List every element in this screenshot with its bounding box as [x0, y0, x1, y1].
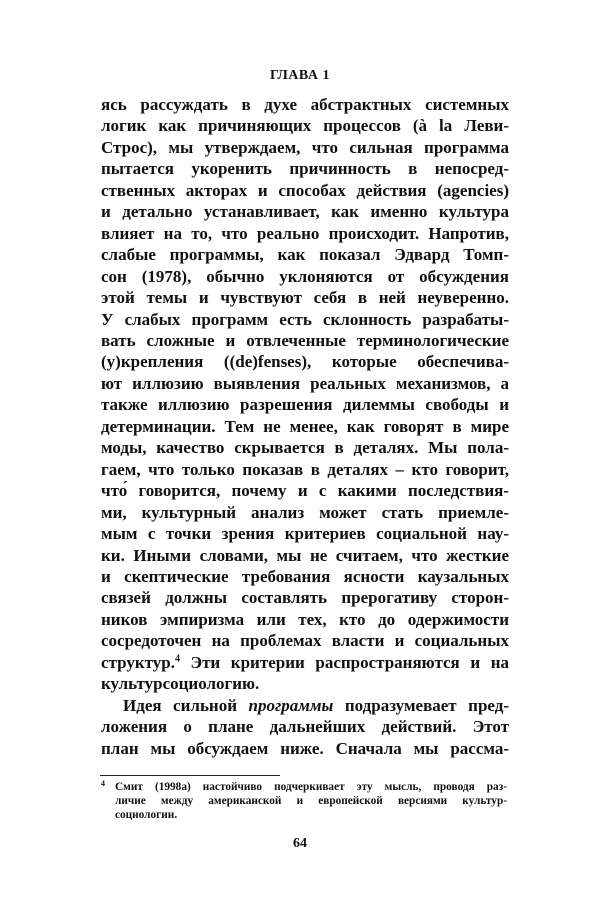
text-line: этой темы и чувствуют себя в ней неуверенно.: [101, 288, 509, 308]
text-line: Строс), мы утверждаем, что сильная программа: [101, 137, 509, 157]
text-line: слабые программы, как показал Эдвард Томп-: [101, 245, 509, 265]
text-line: также иллюзию разрешения дилеммы свободы и: [101, 395, 509, 415]
text-fragment: Идея сильной: [123, 695, 249, 715]
text-line: (у)крепления ((de)fenses), которые обеспечива-: [101, 352, 509, 372]
text-line: У слабых программ есть склонность разрабаты-: [101, 309, 509, 329]
footnote-line: Смит (1998a) настойчиво подчеркивает эту мысль, проводя раз-: [115, 781, 507, 793]
text-line: моды, качество скрывается в деталях. Мы пола-: [101, 438, 509, 458]
text-line: план мы обсуждаем ниже. Сначала мы рассма-: [101, 738, 509, 758]
text-fragment: структур.: [101, 652, 175, 672]
footnote-divider: [100, 775, 280, 776]
text-fragment: подразумевает пред-: [333, 695, 509, 715]
running-header: ГЛАВА 1: [270, 68, 330, 83]
text-line: сосредоточен на проблемах власти и социальных: [101, 631, 509, 651]
text-line: ственных акторах и способах действия (agencies): [101, 180, 509, 200]
text-line: [101, 652, 509, 673]
text-line: логик как причиняющих процессов (à la Леви-: [101, 116, 509, 136]
text-line: сон (1978), обычно уклоняются от обсуждения: [101, 266, 509, 286]
text-line: ки. Иными словами, мы не считаем, что жесткие: [101, 545, 509, 565]
text-line: и детально устанавливает, как именно культура: [101, 202, 509, 222]
text-line: [101, 695, 509, 716]
text-line: мым с точки зрения критериев социальной нау-: [101, 524, 509, 544]
footnote: [101, 780, 507, 822]
text-line: что́ говорится, почему и с какими последствия-: [101, 481, 509, 501]
footnote-reference[interactable]: 4: [174, 653, 180, 665]
text-line: гаем, что только показав в деталях – кто говорит,: [101, 459, 509, 479]
page-number: 64: [293, 836, 307, 851]
text-line: ют иллюзию выявления реальных механизмов, а: [101, 373, 509, 393]
emphasis: программы: [248, 695, 334, 715]
text-line: влияет на то, что реально происходит. Напротив,: [101, 223, 509, 243]
text-line: пытается укоренить причинность в непосред-: [101, 159, 509, 179]
footnote-line: личие между американской и европейской версиями культур-: [115, 795, 507, 807]
body-text: [101, 94, 509, 759]
text-line: ников эмпиризма или тех, кто до одержимости: [101, 609, 509, 629]
text-line: связей должны составлять прерогативу сторон-: [101, 588, 509, 608]
footnote-mark: 4: [101, 779, 105, 788]
text-line: и скептические требования ясности каузальных: [101, 566, 509, 586]
text-line: ясь рассуждать в духе абстрактных системных: [101, 95, 509, 114]
text-fragment: Эти критерии распространяются и на: [179, 652, 509, 672]
text-line: ложения о плане дальнейших действий. Этот: [101, 717, 509, 737]
text-line: вать сложные и отвлеченные терминологические: [101, 330, 509, 350]
text-line: детерминации. Тем не менее, как говорят в мире: [101, 416, 509, 436]
text-line: культурсоциологию.: [101, 674, 260, 694]
text-line: ми, культурный анализ может стать приемле-: [101, 502, 509, 522]
footnote-line: социологии.: [115, 809, 178, 821]
